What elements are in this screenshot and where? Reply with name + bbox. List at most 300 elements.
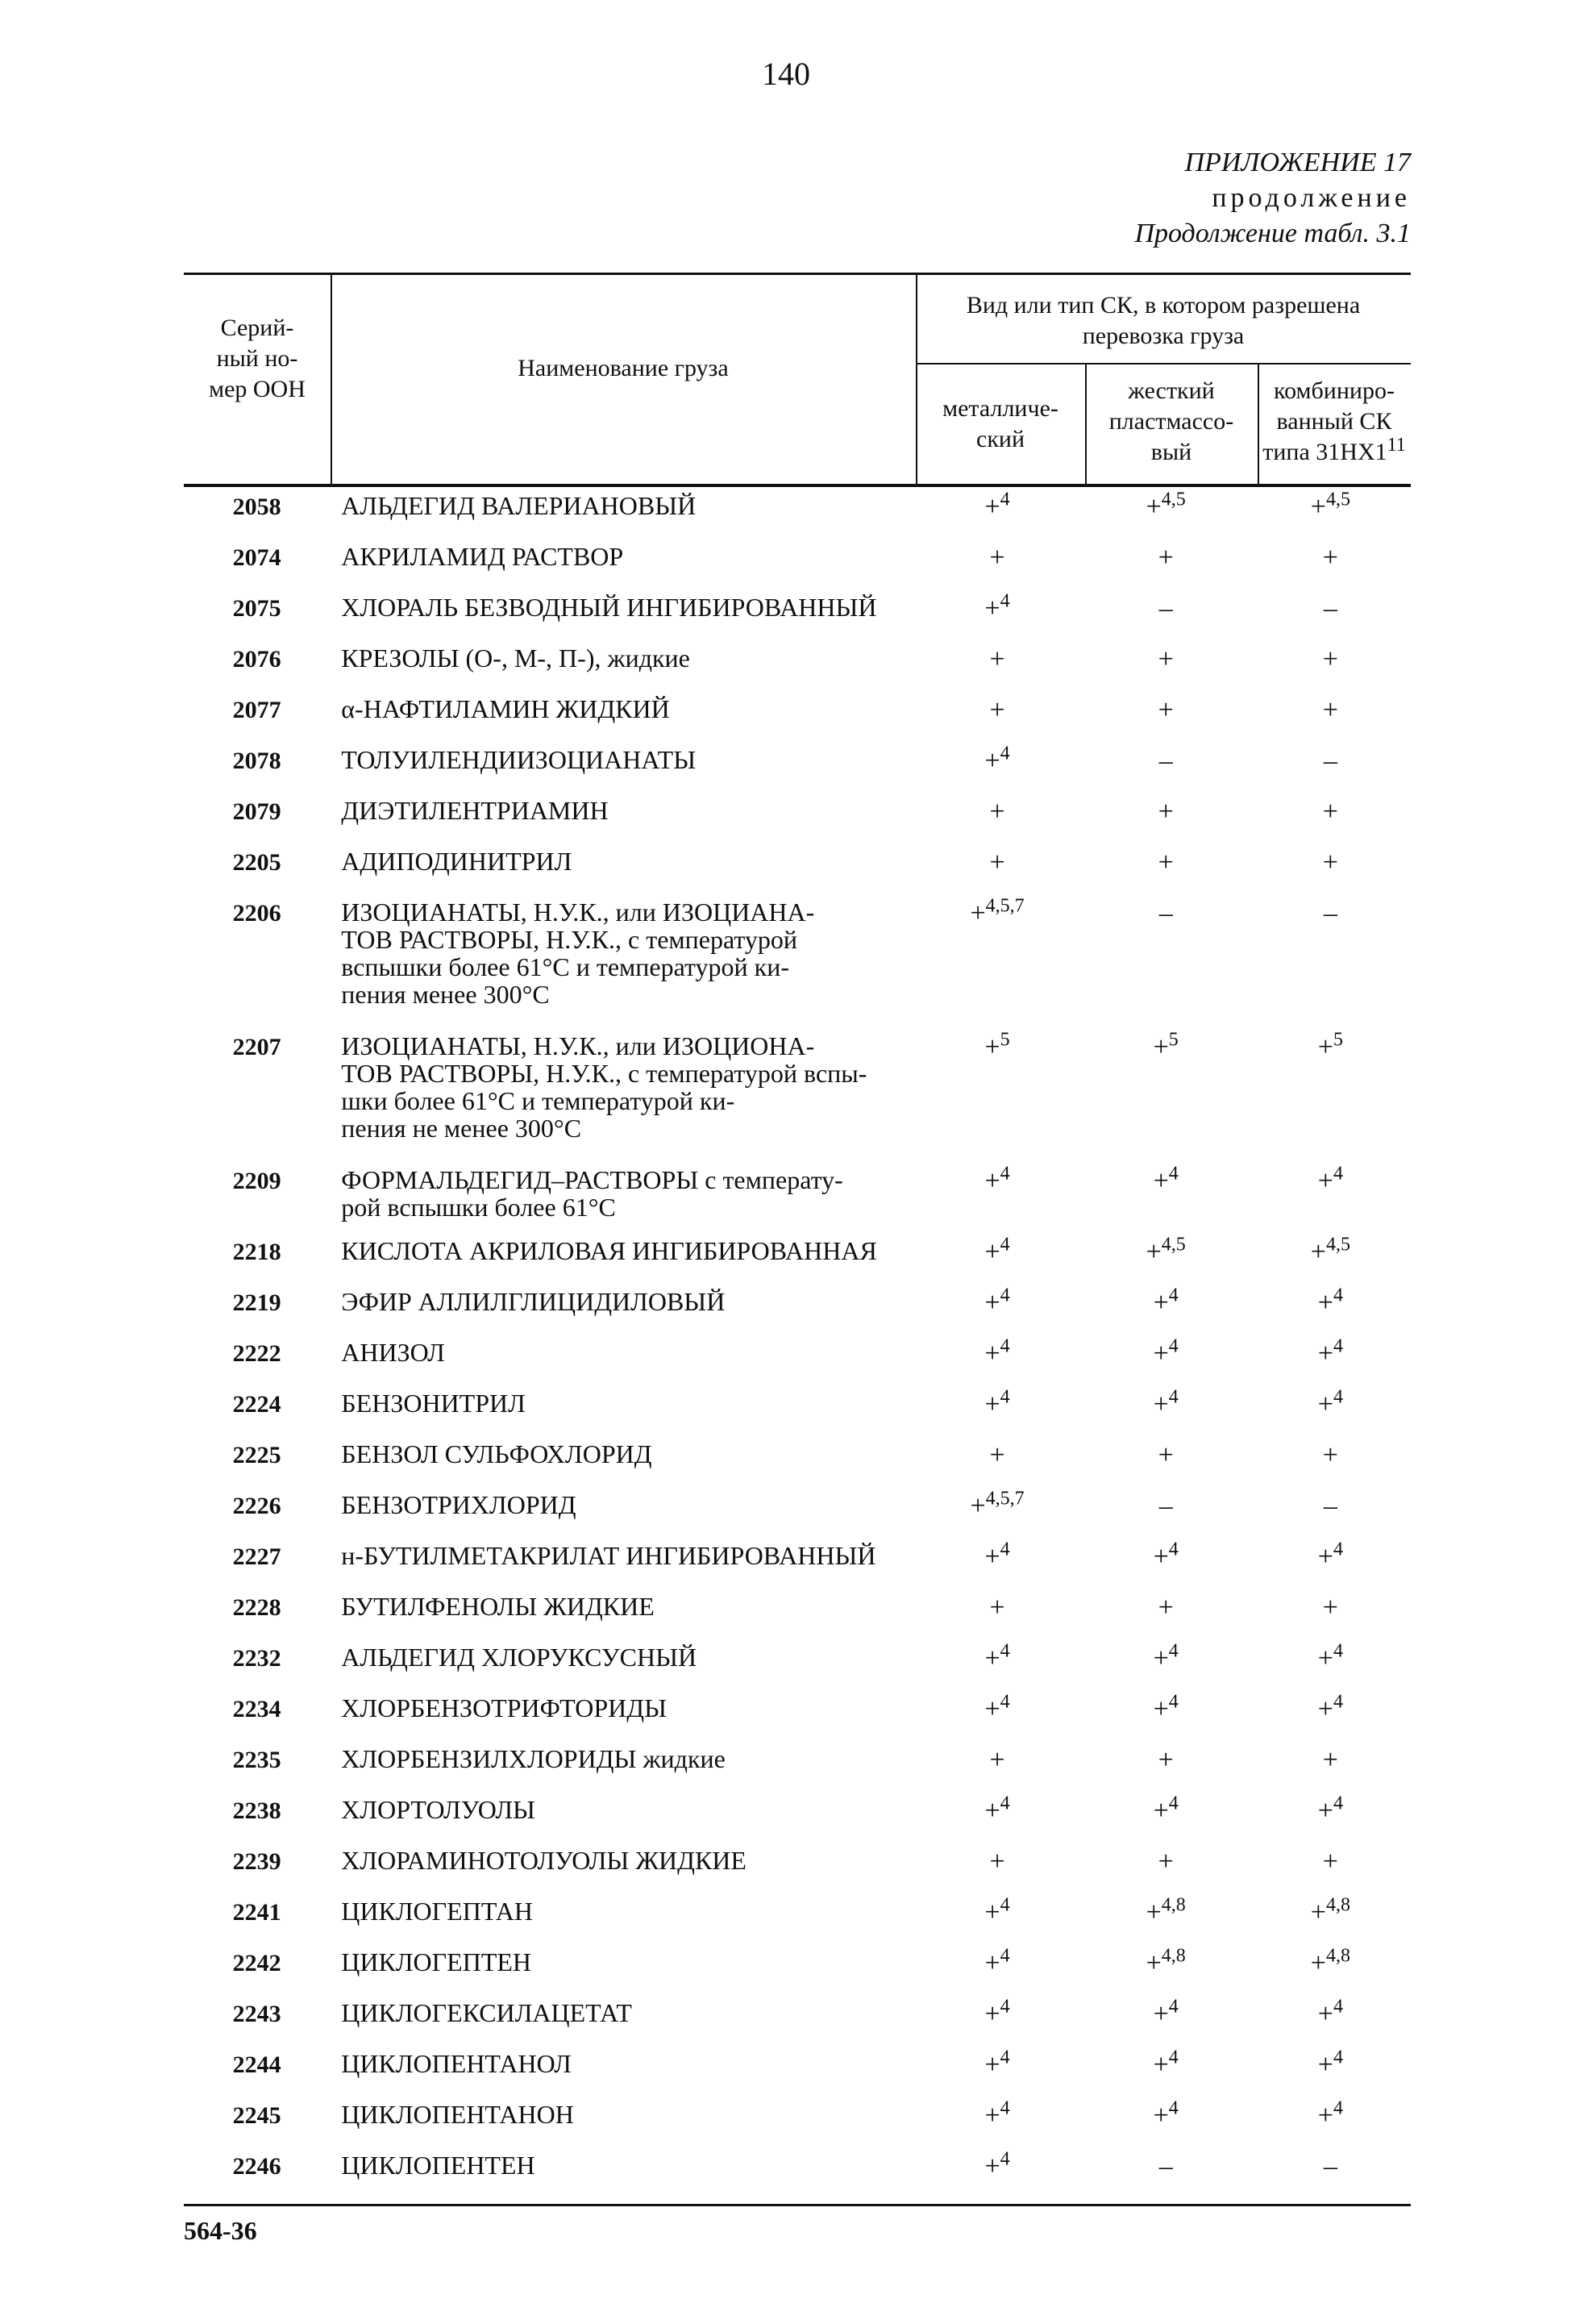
plastic-mark-cell (1082, 1163, 1250, 1197)
metal-mark-cell (913, 590, 1081, 624)
footnote-ref: 4 (1168, 1335, 1179, 1357)
combined-mark-cell (1250, 644, 1411, 675)
plastic-mark-cell (1082, 1440, 1250, 1471)
mark-symbol: + (1153, 1166, 1169, 1196)
plastic-mark-cell (1082, 1285, 1250, 1318)
footnote-ref: 4 (1000, 743, 1010, 764)
mark-symbol: + (1153, 2050, 1169, 2080)
table-row (184, 1335, 1411, 1389)
mark-symbol: + (1146, 492, 1162, 522)
plastic-mark-cell (1082, 898, 1250, 929)
serial-number-cell: 2205 (232, 849, 281, 876)
cargo-name-cell: ЦИКЛОГЕПТАН (341, 1897, 533, 1926)
footnote-ref: 5 (1168, 1029, 1179, 1051)
mark-symbol: – (1323, 2151, 1337, 2181)
mark-symbol: + (1317, 2101, 1333, 2130)
mark-symbol: + (1158, 695, 1174, 725)
table-row (184, 1285, 1411, 1339)
metal-mark-cell (913, 1996, 1081, 2030)
table-row (184, 1894, 1411, 1948)
serial-number-cell: 2228 (232, 1594, 281, 1621)
metal-mark-cell (913, 1285, 1081, 1318)
plastic-mark-cell (1082, 1539, 1250, 1572)
mark-symbol: + (1153, 1288, 1169, 1318)
mark-symbol: + (984, 1897, 1000, 1927)
mark-symbol: – (1158, 1491, 1173, 1521)
group-divider (916, 363, 1411, 364)
footnote-ref: 5 (1000, 1029, 1010, 1051)
col-header-metal: металличе- ский (942, 395, 1058, 452)
footnote-ref: 4 (1333, 1335, 1343, 1357)
mark-symbol: – (1158, 746, 1173, 776)
table-row (184, 644, 1411, 695)
mark-symbol: + (1317, 1288, 1333, 1318)
col-header-combined-text: комбиниро- ванный СК типа 31НХ1 (1262, 377, 1395, 465)
col-header-combined (1258, 376, 1411, 468)
mark-symbol: + (1317, 1796, 1333, 1826)
table-row (184, 797, 1411, 848)
mark-symbol: + (989, 1440, 1005, 1470)
plastic-mark-cell (1082, 2047, 1250, 2080)
serial-number-cell: 2246 (232, 2153, 281, 2180)
mark-symbol: + (1146, 1897, 1162, 1927)
mark-symbol: + (984, 1542, 1000, 1572)
footnote-ref: 4 (1000, 1691, 1010, 1713)
mark-symbol: + (984, 593, 1000, 623)
serial-number-cell: 2207 (232, 1034, 281, 1060)
mark-symbol: + (1317, 1339, 1333, 1368)
footnote-ref: 4 (1168, 1163, 1179, 1185)
metal-mark-cell (913, 543, 1081, 573)
mark-symbol: + (1317, 2050, 1333, 2080)
combined-mark-cell (1250, 695, 1411, 726)
table-row (184, 1640, 1411, 1694)
mark-symbol: + (984, 2050, 1000, 2080)
metal-mark-cell (913, 644, 1081, 675)
metal-mark-cell (913, 1640, 1081, 1674)
footnote-ref: 4 (1000, 489, 1010, 510)
metal-mark-cell (913, 848, 1081, 878)
plastic-mark-cell (1082, 489, 1250, 523)
table-row (184, 1234, 1411, 1288)
footnote-ref: 4 (1000, 1234, 1010, 1256)
table-row (184, 695, 1411, 746)
metal-mark-cell (913, 2097, 1081, 2131)
footnote-ref: 4 (1168, 2047, 1179, 2068)
mark-symbol: + (1158, 848, 1174, 877)
mark-symbol: + (1153, 1694, 1169, 1724)
footnote-ref: 4 (1000, 1793, 1010, 1814)
footnote-ref: 4,5 (1325, 1234, 1350, 1256)
combined-mark-cell (1250, 1335, 1411, 1369)
mark-symbol: + (1317, 1643, 1333, 1673)
mark-symbol: + (989, 1745, 1005, 1775)
serial-number-cell: 2074 (232, 544, 281, 571)
mark-symbol: – (1158, 2151, 1173, 2181)
combined-mark-cell (1250, 1745, 1411, 1776)
footnote-ref: 11 (1387, 435, 1406, 456)
mark-symbol: + (1146, 1237, 1162, 1267)
footnote-ref: 4,5 (1325, 489, 1350, 510)
footnote-ref: 4 (1000, 590, 1010, 612)
plastic-mark-cell (1082, 1335, 1250, 1369)
footnote-ref: 4,8 (1325, 1945, 1350, 1967)
plastic-mark-cell (1082, 797, 1250, 827)
mark-symbol: + (1322, 695, 1338, 725)
footnote-ref: 4 (1000, 2148, 1010, 2170)
mark-symbol: + (1158, 797, 1174, 827)
footnote-ref: 4 (1000, 1945, 1010, 1967)
plastic-mark-cell (1082, 1234, 1250, 1268)
mark-symbol: + (1153, 1339, 1169, 1368)
footnote-ref: 4 (1333, 1163, 1343, 1185)
serial-number-cell: 2238 (232, 1797, 281, 1824)
mark-symbol: + (989, 1593, 1005, 1622)
mark-symbol: + (984, 1237, 1000, 1267)
serial-number-cell: 2058 (232, 494, 281, 520)
cargo-name-cell: ЭФИР АЛЛИЛГЛИЦИДИЛОВЫЙ (341, 1287, 726, 1316)
mark-symbol: + (984, 1389, 1000, 1419)
cargo-name-cell: ЦИКЛОПЕНТАНОН (341, 2100, 574, 2129)
table-body (184, 489, 1411, 2202)
mark-symbol: + (1322, 797, 1338, 827)
cargo-name-cell: ХЛОРТОЛУОЛЫ (341, 1795, 535, 1824)
cargo-name-cell: ХЛОРАЛЬ БЕЗВОДНЫЙ ИНГИБИРОВАННЫЙ (341, 593, 877, 622)
combined-mark-cell (1250, 1491, 1411, 1522)
table-row (184, 895, 1411, 1032)
metal-mark-cell (913, 1335, 1081, 1369)
mark-symbol: + (1153, 2101, 1169, 2130)
mark-symbol: + (1153, 1032, 1169, 1062)
table-header-rule (184, 484, 1411, 487)
col-header-serial: Серий- ный но- мер ООН (209, 314, 306, 402)
metal-mark-cell (913, 1745, 1081, 1776)
cargo-name-cell: ХЛОРБЕНЗИЛХЛОРИДЫ жидкие (341, 1744, 726, 1773)
metal-mark-cell (913, 1539, 1081, 1572)
combined-mark-cell (1250, 898, 1411, 929)
combined-mark-cell (1250, 1691, 1411, 1725)
mark-symbol: + (989, 848, 1005, 877)
mark-symbol: + (1153, 1389, 1169, 1419)
mark-symbol: + (1153, 1542, 1169, 1572)
combined-mark-cell (1250, 2097, 1411, 2131)
metal-mark-cell (913, 1691, 1081, 1725)
table-row (184, 2148, 1411, 2202)
plastic-mark-cell (1082, 1691, 1250, 1725)
mark-symbol: + (984, 1166, 1000, 1196)
combined-mark-cell (1250, 746, 1411, 777)
metal-mark-cell (913, 797, 1081, 827)
table-continuation-label: Продолжение табл. 3.1 (1134, 219, 1411, 248)
metal-mark-cell (913, 1386, 1081, 1420)
serial-number-cell: 2076 (232, 646, 281, 673)
plastic-mark-cell (1082, 1640, 1250, 1674)
table-row (184, 1539, 1411, 1593)
cargo-name-cell: БЕНЗОТРИХЛОРИД (341, 1490, 576, 1519)
mark-symbol: + (1310, 1897, 1326, 1927)
cargo-name-cell: КРЕЗОЛЫ (О-, М-, П-), жидкие (341, 643, 690, 673)
combined-mark-cell (1250, 2047, 1411, 2080)
cargo-name-cell: ХЛОРБЕНЗОТРИФТОРИДЫ (341, 1693, 667, 1722)
cargo-name-cell: ИЗОЦИАНАТЫ, Н.У.К., или ИЗОЦИОНА- ТОВ РАСТВОРЫ, Н.У.К., с температурой вспы- шки более 61°С и температурой ки- пения не менее 300°С (341, 1031, 867, 1143)
footnote-ref: 4 (1168, 1539, 1179, 1560)
mark-symbol: + (984, 1339, 1000, 1368)
mark-symbol: + (1322, 1847, 1338, 1876)
serial-number-cell: 2078 (232, 748, 281, 774)
footnote-ref: 4 (1000, 1539, 1010, 1560)
serial-number-cell: 2209 (232, 1168, 281, 1194)
cargo-name-cell: АКРИЛАМИД РАСТВОР (341, 542, 624, 571)
combined-mark-cell (1250, 543, 1411, 573)
mark-symbol: + (1158, 543, 1174, 573)
table-row (184, 1945, 1411, 1999)
footer-code: 564-36 (184, 2216, 257, 2245)
metal-mark-cell (913, 1945, 1081, 1979)
plastic-mark-cell (1082, 1029, 1250, 1063)
footnote-ref: 4 (1000, 1285, 1010, 1306)
cargo-name-cell: ФОРМАЛЬДЕГИД–РАСТВОРЫ с температу- рой вспышки более 61°С (341, 1165, 843, 1222)
table-row (184, 590, 1411, 644)
mark-symbol: + (1158, 1440, 1174, 1470)
table-top-rule (184, 273, 1411, 275)
table-row (184, 1488, 1411, 1542)
footnote-ref: 4,5 (1161, 489, 1186, 510)
col-header-group: Вид или тип СК, в котором разрешена перевозка груза (966, 292, 1361, 349)
metal-mark-cell (913, 1593, 1081, 1623)
mark-symbol: + (984, 492, 1000, 522)
mark-symbol: + (1317, 1542, 1333, 1572)
mark-symbol: + (989, 543, 1005, 573)
cargo-name-cell: ИЗОЦИАНАТЫ, Н.У.К., или ИЗОЦИАНА- ТОВ РАСТВОРЫ, Н.У.К., с температурой вспышки более 61°С и температурой ки- пения менее 300°С (341, 898, 815, 1009)
table-row (184, 1593, 1411, 1643)
table-row (184, 1745, 1411, 1796)
combined-mark-cell (1250, 1945, 1411, 1979)
combined-mark-cell (1250, 1440, 1411, 1471)
mark-symbol: – (1158, 593, 1173, 623)
cargo-name-cell: АНИЗОЛ (341, 1338, 445, 1367)
mark-symbol: + (1322, 543, 1338, 573)
metal-mark-cell (913, 1847, 1081, 1877)
table-row (184, 1691, 1411, 1745)
plastic-mark-cell (1082, 1491, 1250, 1522)
mark-symbol: + (1310, 492, 1326, 522)
table-row (184, 489, 1411, 543)
footnote-ref: 4 (1333, 2047, 1343, 2068)
footnote-ref: 4 (1168, 1386, 1179, 1408)
footnote-ref: 4 (1168, 1285, 1179, 1306)
combined-mark-cell (1250, 1593, 1411, 1623)
combined-mark-cell (1250, 1386, 1411, 1420)
mark-symbol: + (1146, 1948, 1162, 1978)
mark-symbol: + (989, 695, 1005, 725)
table-row (184, 1847, 1411, 1897)
mark-symbol: + (984, 2151, 1000, 2181)
cargo-name-cell: АДИПОДИНИТРИЛ (341, 847, 572, 876)
mark-symbol: + (984, 1643, 1000, 1673)
combined-mark-cell (1250, 1793, 1411, 1826)
mark-symbol: + (984, 1694, 1000, 1724)
mark-symbol: + (1317, 1389, 1333, 1419)
mark-symbol: + (1158, 1745, 1174, 1775)
mark-symbol: – (1323, 1491, 1337, 1521)
cargo-name-cell: н-БУТИЛМЕТАКРИЛАТ ИНГИБИРОВАННЫЙ (341, 1541, 876, 1570)
serial-number-cell: 2232 (232, 1645, 281, 1672)
footnote-ref: 4 (1000, 1996, 1010, 2018)
footnote-ref: 4 (1000, 1163, 1010, 1185)
combined-mark-cell (1250, 2151, 1411, 2182)
mark-symbol: + (1317, 1166, 1333, 1196)
mark-symbol: + (1158, 1847, 1174, 1876)
footnote-ref: 4 (1168, 2097, 1179, 2119)
mark-symbol: + (1158, 644, 1174, 674)
plastic-mark-cell (1082, 543, 1250, 573)
footnote-ref: 4 (1333, 1691, 1343, 1713)
serial-number-cell: 2235 (232, 1747, 281, 1773)
serial-number-cell: 2222 (232, 1340, 281, 1367)
mark-symbol: + (984, 1796, 1000, 1826)
table-row (184, 1029, 1411, 1166)
mark-symbol: + (984, 2101, 1000, 2130)
serial-number-cell: 2234 (232, 1696, 281, 1722)
metal-mark-cell (913, 489, 1081, 523)
metal-mark-cell (913, 1440, 1081, 1471)
serial-number-cell: 2077 (232, 697, 281, 723)
footnote-ref: 4 (1000, 2097, 1010, 2119)
serial-number-cell: 2226 (232, 1493, 281, 1519)
combined-mark-cell (1250, 1029, 1411, 1063)
mark-symbol: + (989, 644, 1005, 674)
mark-symbol: + (1317, 1694, 1333, 1724)
serial-number-cell: 2242 (232, 1950, 281, 1976)
metal-mark-cell (913, 2148, 1081, 2182)
mark-symbol: + (1322, 1745, 1338, 1775)
table-row (184, 1440, 1411, 1491)
mark-symbol: – (1158, 898, 1173, 928)
footnote-ref: 4 (1333, 1386, 1343, 1408)
mark-symbol: + (1322, 848, 1338, 877)
plastic-mark-cell (1082, 1745, 1250, 1776)
plastic-mark-cell (1082, 1996, 1250, 2030)
metal-mark-cell (913, 743, 1081, 777)
plastic-mark-cell (1082, 2097, 1250, 2131)
mark-symbol: + (989, 1847, 1005, 1876)
cargo-name-cell: ЦИКЛОГЕПТЕН (341, 1947, 532, 1976)
serial-number-cell: 2079 (232, 798, 281, 825)
footnote-ref: 4 (1000, 1894, 1010, 1916)
plastic-mark-cell (1082, 695, 1250, 726)
serial-number-cell: 2243 (232, 2001, 281, 2027)
metal-mark-cell (913, 1793, 1081, 1826)
metal-mark-cell (913, 1894, 1081, 1928)
mark-symbol: + (970, 898, 986, 928)
continuation-label: продолжение (1212, 183, 1411, 213)
metal-mark-cell (913, 1234, 1081, 1268)
cargo-name-cell: БЕНЗОНИТРИЛ (341, 1389, 526, 1418)
table-row (184, 2047, 1411, 2101)
mark-symbol: + (1310, 1237, 1326, 1267)
cargo-name-cell: КИСЛОТА АКРИЛОВАЯ ИНГИБИРОВАННАЯ (341, 1236, 877, 1265)
footnote-ref: 4,5,7 (985, 1488, 1025, 1510)
footnote-ref: 4,8 (1325, 1894, 1350, 1916)
cargo-name-cell: БЕНЗОЛ СУЛЬФОХЛОРИД (341, 1439, 652, 1468)
serial-number-cell: 2219 (232, 1289, 281, 1316)
footnote-ref: 4 (1000, 1640, 1010, 1662)
plastic-mark-cell (1082, 1793, 1250, 1826)
footnote-ref: 4,5,7 (985, 895, 1025, 917)
serial-number-cell: 2245 (232, 2102, 281, 2129)
mark-symbol: + (1310, 1948, 1326, 1978)
mark-symbol: + (1322, 1440, 1338, 1470)
plastic-mark-cell (1082, 1386, 1250, 1420)
mark-symbol: + (1317, 1032, 1333, 1062)
table-row (184, 1386, 1411, 1440)
metal-mark-cell (913, 895, 1081, 929)
table-row (184, 543, 1411, 593)
cargo-name-cell: ЦИКЛОПЕНТАНОЛ (341, 2049, 572, 2078)
mark-symbol: – (1323, 898, 1337, 928)
footnote-ref: 4 (1333, 2097, 1343, 2119)
combined-mark-cell (1250, 1894, 1411, 1928)
plastic-mark-cell (1082, 1894, 1250, 1928)
plastic-mark-cell (1082, 1847, 1250, 1877)
footnote-ref: 4 (1333, 1793, 1343, 1814)
footnote-ref: 4 (1168, 1691, 1179, 1713)
cargo-name-cell: α-НАФТИЛАМИН ЖИДКИЙ (341, 694, 670, 723)
table-bottom-rule (184, 2204, 1411, 2206)
cargo-name-cell: ЦИКЛОПЕНТЕН (341, 2151, 535, 2180)
serial-number-cell: 2239 (232, 1848, 281, 1875)
mark-symbol: + (970, 1491, 986, 1521)
mark-symbol: + (1153, 1796, 1169, 1826)
table-row (184, 1163, 1411, 1237)
table-row (184, 1793, 1411, 1847)
serial-number-cell: 2241 (232, 1899, 281, 1926)
combined-mark-cell (1250, 1163, 1411, 1197)
mark-symbol: + (984, 1948, 1000, 1978)
serial-number-cell: 2244 (232, 2051, 281, 2078)
metal-mark-cell (913, 1488, 1081, 1522)
cargo-name-cell: ДИЭТИЛЕНТРИАМИН (341, 796, 609, 825)
footnote-ref: 4 (1333, 1539, 1343, 1560)
table-row (184, 743, 1411, 797)
mark-symbol: + (984, 746, 1000, 776)
cargo-name-cell: ЦИКЛОГЕКСИЛАЦЕТАТ (341, 1998, 632, 2027)
footnote-ref: 4 (1333, 1996, 1343, 2018)
page-number: 140 (762, 56, 810, 92)
serial-number-cell: 2225 (232, 1442, 281, 1468)
combined-mark-cell (1250, 1640, 1411, 1674)
table-row (184, 1996, 1411, 2050)
plastic-mark-cell (1082, 848, 1250, 878)
header-block (1134, 145, 1411, 252)
footnote-ref: 4 (1000, 1386, 1010, 1408)
combined-mark-cell (1250, 848, 1411, 878)
plastic-mark-cell (1082, 1945, 1250, 1979)
mark-symbol: – (1323, 746, 1337, 776)
footnote-ref: 4,8 (1161, 1894, 1186, 1916)
cargo-name-cell: АЛЬДЕГИД ХЛОРУКСУСНЫЙ (341, 1643, 697, 1672)
footnote-ref: 4,8 (1161, 1945, 1186, 1967)
footnote-ref: 5 (1333, 1029, 1343, 1051)
combined-mark-cell (1250, 797, 1411, 827)
combined-mark-cell (1250, 1285, 1411, 1318)
combined-mark-cell (1250, 1996, 1411, 2030)
serial-number-cell: 2218 (232, 1239, 281, 1265)
combined-mark-cell (1250, 1847, 1411, 1877)
combined-mark-cell (1250, 593, 1411, 624)
cargo-name-cell: ХЛОРАМИНОТОЛУОЛЫ ЖИДКИЕ (341, 1846, 746, 1875)
metal-mark-cell (913, 2047, 1081, 2080)
